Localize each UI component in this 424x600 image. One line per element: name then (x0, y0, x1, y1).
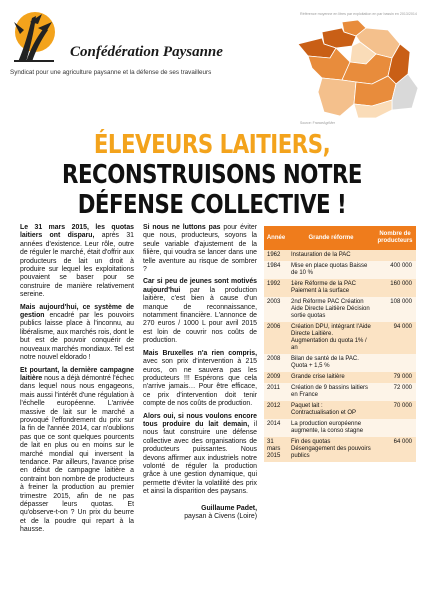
row-year: 2014 (264, 419, 288, 437)
table-row (264, 322, 416, 354)
signature (143, 505, 257, 522)
row-reform: Instauration de la PAC (288, 250, 374, 261)
body-text: nous a déjà démontré l'échec dans lequel nous nous engageons, mais aussi l'intérêt d'une régulation à l'échelle européenne. L'arrivée massive de lait sur le marché a provoqué l'effondrement du prix sur la fin de l'année 2014, car n'oublions pas que ce sont quelques pourcents de lait en plus ou en moins sur le marché mondial qui inversent la tendance. Par ailleurs, l'avance prise en début de campagne laitière a contraint bon nombre de producteurs à freiner la production au premier trimestre 2015, afin de ne pas dépasser leurs quotas. Et qu'observe-t-on ? Un prix du beurre et de la poudre qui repart à la hausse. (20, 374, 134, 534)
paragraph (20, 304, 134, 363)
row-reform: Fin des quotas Désengagement des pouvoirs publics (288, 437, 374, 462)
row-reform: Bilan de santé de la PAC. Quota + 1,5 % (288, 354, 374, 372)
article-column-1 (20, 224, 134, 539)
row-year: 31 mars 2015 (264, 437, 288, 462)
row-count: 400 000 (374, 261, 416, 279)
row-count (374, 419, 416, 437)
row-count (374, 250, 416, 261)
confederation-paysanne-logo (8, 8, 63, 66)
body-text: après 31 années d'existence. Leur rôle, outre de réguler le marché, était d'offrir aux producteurs de lait un droit à produire sur lequel les exploitations pouvaient se baser pour se construire de manière relativement sereine. (20, 232, 135, 299)
table-row (264, 419, 416, 437)
row-year: 2011 (264, 383, 288, 401)
headline-line-3: DÉFENSE COLLECTIVE ! (77, 190, 347, 220)
table-row (264, 372, 416, 383)
body-text: encadré par les pouvoirs publics laisse place à l'inconnu, au libéralisme, aux marchés rois, dont le but est de pouvoir conquérir de nouveaux marchés mondiaux. Tel est notre nouvel eldorado ! (20, 312, 134, 362)
map-caption: Référence moyenne en litres par exploitation en par bassin en 2013/2014 (300, 12, 417, 16)
row-reform: Création DPU, intégrant l'Aide Directe Laitière. Augmentation du quota 1% / an (288, 322, 374, 354)
paragraph (143, 224, 257, 274)
table-row (264, 261, 416, 279)
header-year: Année (264, 226, 288, 250)
header-reform: Grande réforme (288, 226, 374, 250)
reform-table (264, 226, 416, 462)
row-year: 1984 (264, 261, 288, 279)
headline-line-1: ÉLEVEURS LAITIERS, (93, 130, 331, 160)
lead-text: Alors oui, si nous voulons encore tous produire du lait demain, (143, 412, 257, 428)
brand-name: Confédération Paysanne (70, 44, 223, 60)
row-reform: Création de 9 bassins laitiers en France (288, 383, 374, 401)
body-text: pour éviter que nous, producteurs, soyons la seule variable d'ajustement de la filière, qui voudra se lancer dans une telle aventure au risque de sombrer ? (143, 224, 257, 274)
row-reform: 1ère Réforme de la PAC Paiement à la surface (288, 279, 374, 297)
row-count: 70 000 (374, 401, 416, 419)
row-reform: Paquet lait : Contractualisation et OP (288, 401, 374, 419)
author-name: Guillaume Padet, (201, 504, 257, 512)
table-row (264, 279, 416, 297)
row-reform: Mise en place quotas Baisse de 10 % (288, 261, 374, 279)
header-producers: Nombre de producteurs (374, 226, 416, 250)
table-row (264, 250, 416, 261)
lead-text: Le 31 mars 2015, les quotas laitiers ont disparu, (20, 224, 134, 240)
body-text: il nous faut construire une défense collective avec des organisations de producteurs puissantes. Nous devons affirmer aux industriels notre volonté de réguler la production grâce à une gestion dynamique, qui permette d'éviter la volatilité des prix et ainsi la disparition des paysans. (143, 420, 257, 496)
table-row (264, 437, 416, 462)
article-column-2 (143, 224, 257, 521)
row-reform: Grande crise laitière (288, 372, 374, 383)
france-dairy-map (296, 18, 422, 122)
body-text: par la production laitière, c'est bien à cause d'un manque de reconnaissance, notamment financière. L'annonce de 270 euros / 1000 L pour avril 2015 est loin de couvrir nos coûts de production. (143, 286, 257, 345)
row-year: 2009 (264, 372, 288, 383)
row-year: 2008 (264, 354, 288, 372)
table-row (264, 401, 416, 419)
row-year: 1962 (264, 250, 288, 261)
body-text: avec son prix d'intervention à 215 euros, on ne sauvera pas les producteurs !!! Espérons que cela n'arrive jamais… Pour être efficace, ce prix d'intervention doit tenir compte de nos coûts de production. (143, 358, 257, 408)
paragraph (20, 367, 134, 535)
row-count (374, 354, 416, 372)
paragraph (143, 278, 257, 345)
table-row (264, 383, 416, 401)
row-year: 2012 (264, 401, 288, 419)
row-count: 94 000 (374, 322, 416, 354)
row-count: 64 000 (374, 437, 416, 462)
row-count: 79 000 (374, 372, 416, 383)
row-year: 2003 (264, 297, 288, 322)
tagline: Syndicat pour une agriculture paysanne et la défense de ses travailleurs (10, 69, 212, 76)
headline-line-2: RECONSTRUISONS NOTRE (62, 160, 362, 190)
paragraph (143, 413, 257, 497)
map-source: Source: FranceAgriMer (300, 121, 336, 125)
row-reform: La production européenne augmente, la conso stagne (288, 419, 374, 437)
lead-text: Car si peu de jeunes sont motivés aujourd'hui (143, 278, 257, 294)
row-reform: 2nd Réforme PAC Création Aide Directe Laitière Décision sortie quotas (288, 297, 374, 322)
map-region-southwest (318, 78, 356, 116)
author-role: paysan à Civens (Loire) (184, 513, 257, 520)
lead-text: Et pourtant, la dernière campagne laitière (20, 366, 134, 382)
row-count: 72 000 (374, 383, 416, 401)
row-year: 1992 (264, 279, 288, 297)
row-count: 108 000 (374, 297, 416, 322)
lead-text: Mais Bruxelles n'a rien compris, (143, 349, 257, 357)
row-year: 2006 (264, 322, 288, 354)
lead-text: Si nous ne luttons pas (143, 224, 221, 231)
row-count: 160 000 (374, 279, 416, 297)
paragraph (143, 350, 257, 409)
table-row (264, 354, 416, 372)
table-row (264, 297, 416, 322)
table-header-row (264, 226, 416, 250)
lead-text: Mais aujourd'hui, ce système de gestion (20, 303, 134, 320)
paragraph (20, 224, 134, 300)
